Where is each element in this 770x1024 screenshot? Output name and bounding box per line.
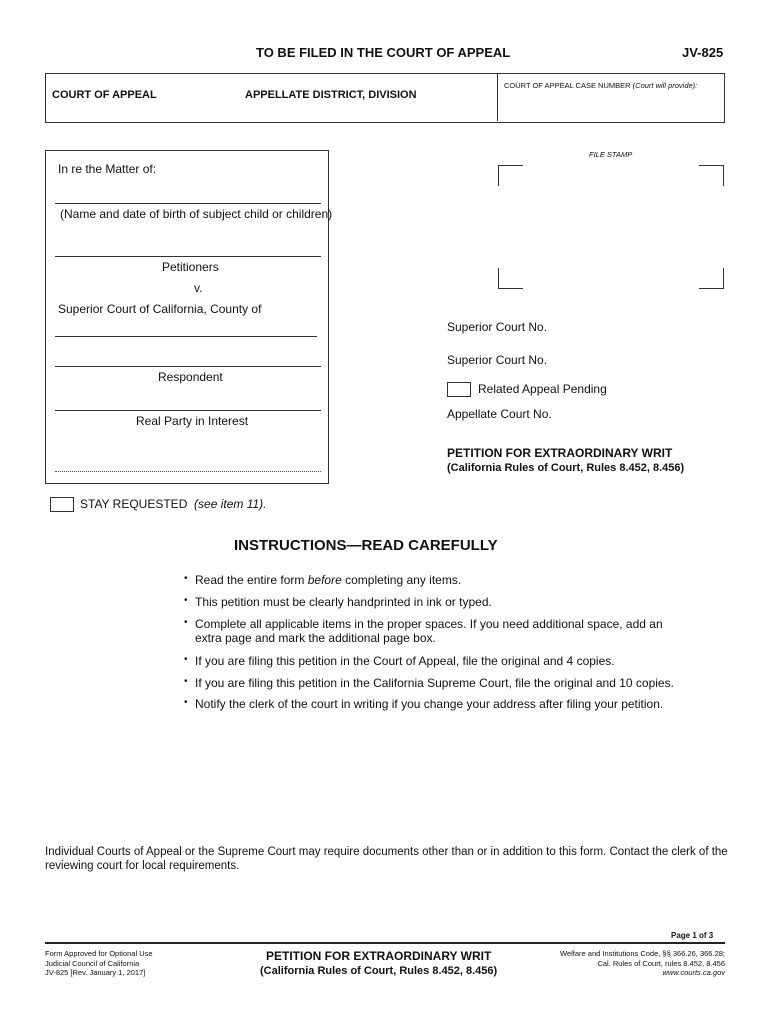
superior-court-county-label: Superior Court of California, County of <box>58 302 262 316</box>
file-stamp-corner-tl <box>498 165 523 186</box>
instructions-heading: INSTRUCTIONS—READ CAREFULLY <box>234 537 498 554</box>
footer-references <box>560 949 725 978</box>
bullet-icon: • <box>184 676 188 687</box>
footer-website-link[interactable]: www.courts.ca.gov <box>662 968 725 977</box>
caption-bottom-line <box>55 471 321 472</box>
case-number-note: (Court will provide): <box>632 81 698 90</box>
instruction-item <box>184 697 664 711</box>
petitioners-line[interactable] <box>55 256 321 257</box>
form-number: JV-825 <box>682 45 724 60</box>
footer-approved-line-3: JV-825 [Rev. January 1, 2017] <box>45 968 146 977</box>
instruction-item <box>184 573 462 587</box>
footer-ref-line-2: Cal. Rules of Court, rules 8.452, 8.456 <box>597 958 725 968</box>
file-stamp-corner-br <box>699 268 724 289</box>
instruction-text: Read the entire form <box>195 573 308 587</box>
district-label: APPELLATE DISTRICT, DIVISION <box>245 89 417 101</box>
instruction-item <box>184 676 674 690</box>
instruction-text: If you are filing this petition in the Court of Appeal, file the original and 4 copies. <box>195 654 615 668</box>
petitioners-label: Petitioners <box>162 260 219 274</box>
instruction-text: Notify the clerk of the court in writing if you change your address after filing your petition. <box>195 697 664 711</box>
superior-court-no-label-2: Superior Court No. <box>447 353 548 367</box>
in-re-label: In re the Matter of: <box>58 162 157 176</box>
case-number-label <box>504 81 697 90</box>
child-name-caption: (Name and date of birth of subject child or children) <box>60 207 333 221</box>
instruction-text-continued: extra page and mark the additional page box. <box>195 631 436 645</box>
superior-court-no-label-1: Superior Court No. <box>447 320 548 334</box>
footer-ref-line-1: Welfare and Institutions Code, §§ 366.26, 366.28; <box>560 949 725 958</box>
footer-approved <box>45 949 153 978</box>
instruction-text: If you are filing this petition in the California Supreme Court, file the original and 10 copies. <box>195 676 674 690</box>
file-stamp-corner-tr <box>699 165 724 186</box>
file-stamp-corner-bl <box>498 268 523 289</box>
court-of-appeal-label: COURT OF APPEAL <box>52 89 157 101</box>
stay-requested-label <box>80 497 267 511</box>
real-party-line[interactable] <box>55 410 321 411</box>
stay-requested-text: STAY REQUESTED <box>80 497 188 511</box>
child-name-line[interactable] <box>55 203 321 204</box>
respondent-line[interactable] <box>55 366 321 367</box>
petition-rules: (California Rules of Court, Rules 8.452, 8.456) <box>447 462 685 474</box>
stay-requested-note: (see item 11). <box>194 497 267 511</box>
bullet-icon: • <box>184 617 188 628</box>
filed-in-heading: TO BE FILED IN THE COURT OF APPEAL <box>256 45 511 60</box>
bullet-icon: • <box>184 595 188 606</box>
versus-label: v. <box>194 281 203 295</box>
bullet-icon: • <box>184 654 188 665</box>
instruction-text: This petition must be clearly handprinted in ink or typed. <box>195 595 492 609</box>
bullet-icon: • <box>184 697 188 708</box>
real-party-label: Real Party in Interest <box>136 414 249 428</box>
related-appeal-checkbox[interactable] <box>447 382 471 397</box>
footer-rule <box>45 942 725 944</box>
instruction-item <box>184 654 615 668</box>
footer-rules: (California Rules of Court, Rules 8.452, 8.456) <box>260 965 498 977</box>
instruction-text: Complete all applicable items in the proper spaces. If you need additional space, add an <box>195 617 663 631</box>
case-number-field[interactable] <box>498 95 722 120</box>
local-requirements-line-1: Individual Courts of Appeal or the Supreme Court may require documents other than or in addition to this form. Contact the clerk of the <box>45 846 728 858</box>
related-appeal-label: Related Appeal Pending <box>478 382 607 396</box>
instruction-item <box>184 595 492 609</box>
instruction-text: completing any items. <box>341 573 462 587</box>
appellate-court-no-label: Appellate Court No. <box>447 407 552 421</box>
county-line[interactable] <box>55 336 317 337</box>
caption-box <box>45 150 329 484</box>
page-number: Page 1 of 3 <box>671 931 714 940</box>
file-stamp-area[interactable] <box>498 165 724 289</box>
footer-approved-line-1: Form Approved for Optional Use <box>45 949 153 958</box>
instruction-emphasis: before <box>307 573 342 587</box>
footer-title: PETITION FOR EXTRAORDINARY WRIT <box>266 949 492 963</box>
footer-approved-line-2: Judicial Council of California <box>45 958 140 968</box>
file-stamp-label: FILE STAMP <box>589 150 633 159</box>
petition-title: PETITION FOR EXTRAORDINARY WRIT <box>447 446 673 460</box>
local-requirements-line-2: reviewing court for local requirements. <box>45 860 240 872</box>
case-number-label-text: COURT OF APPEAL CASE NUMBER <box>504 81 631 90</box>
stay-requested-checkbox[interactable] <box>50 497 74 512</box>
respondent-label: Respondent <box>158 370 223 384</box>
instruction-item <box>184 617 663 631</box>
bullet-icon: • <box>184 573 188 584</box>
